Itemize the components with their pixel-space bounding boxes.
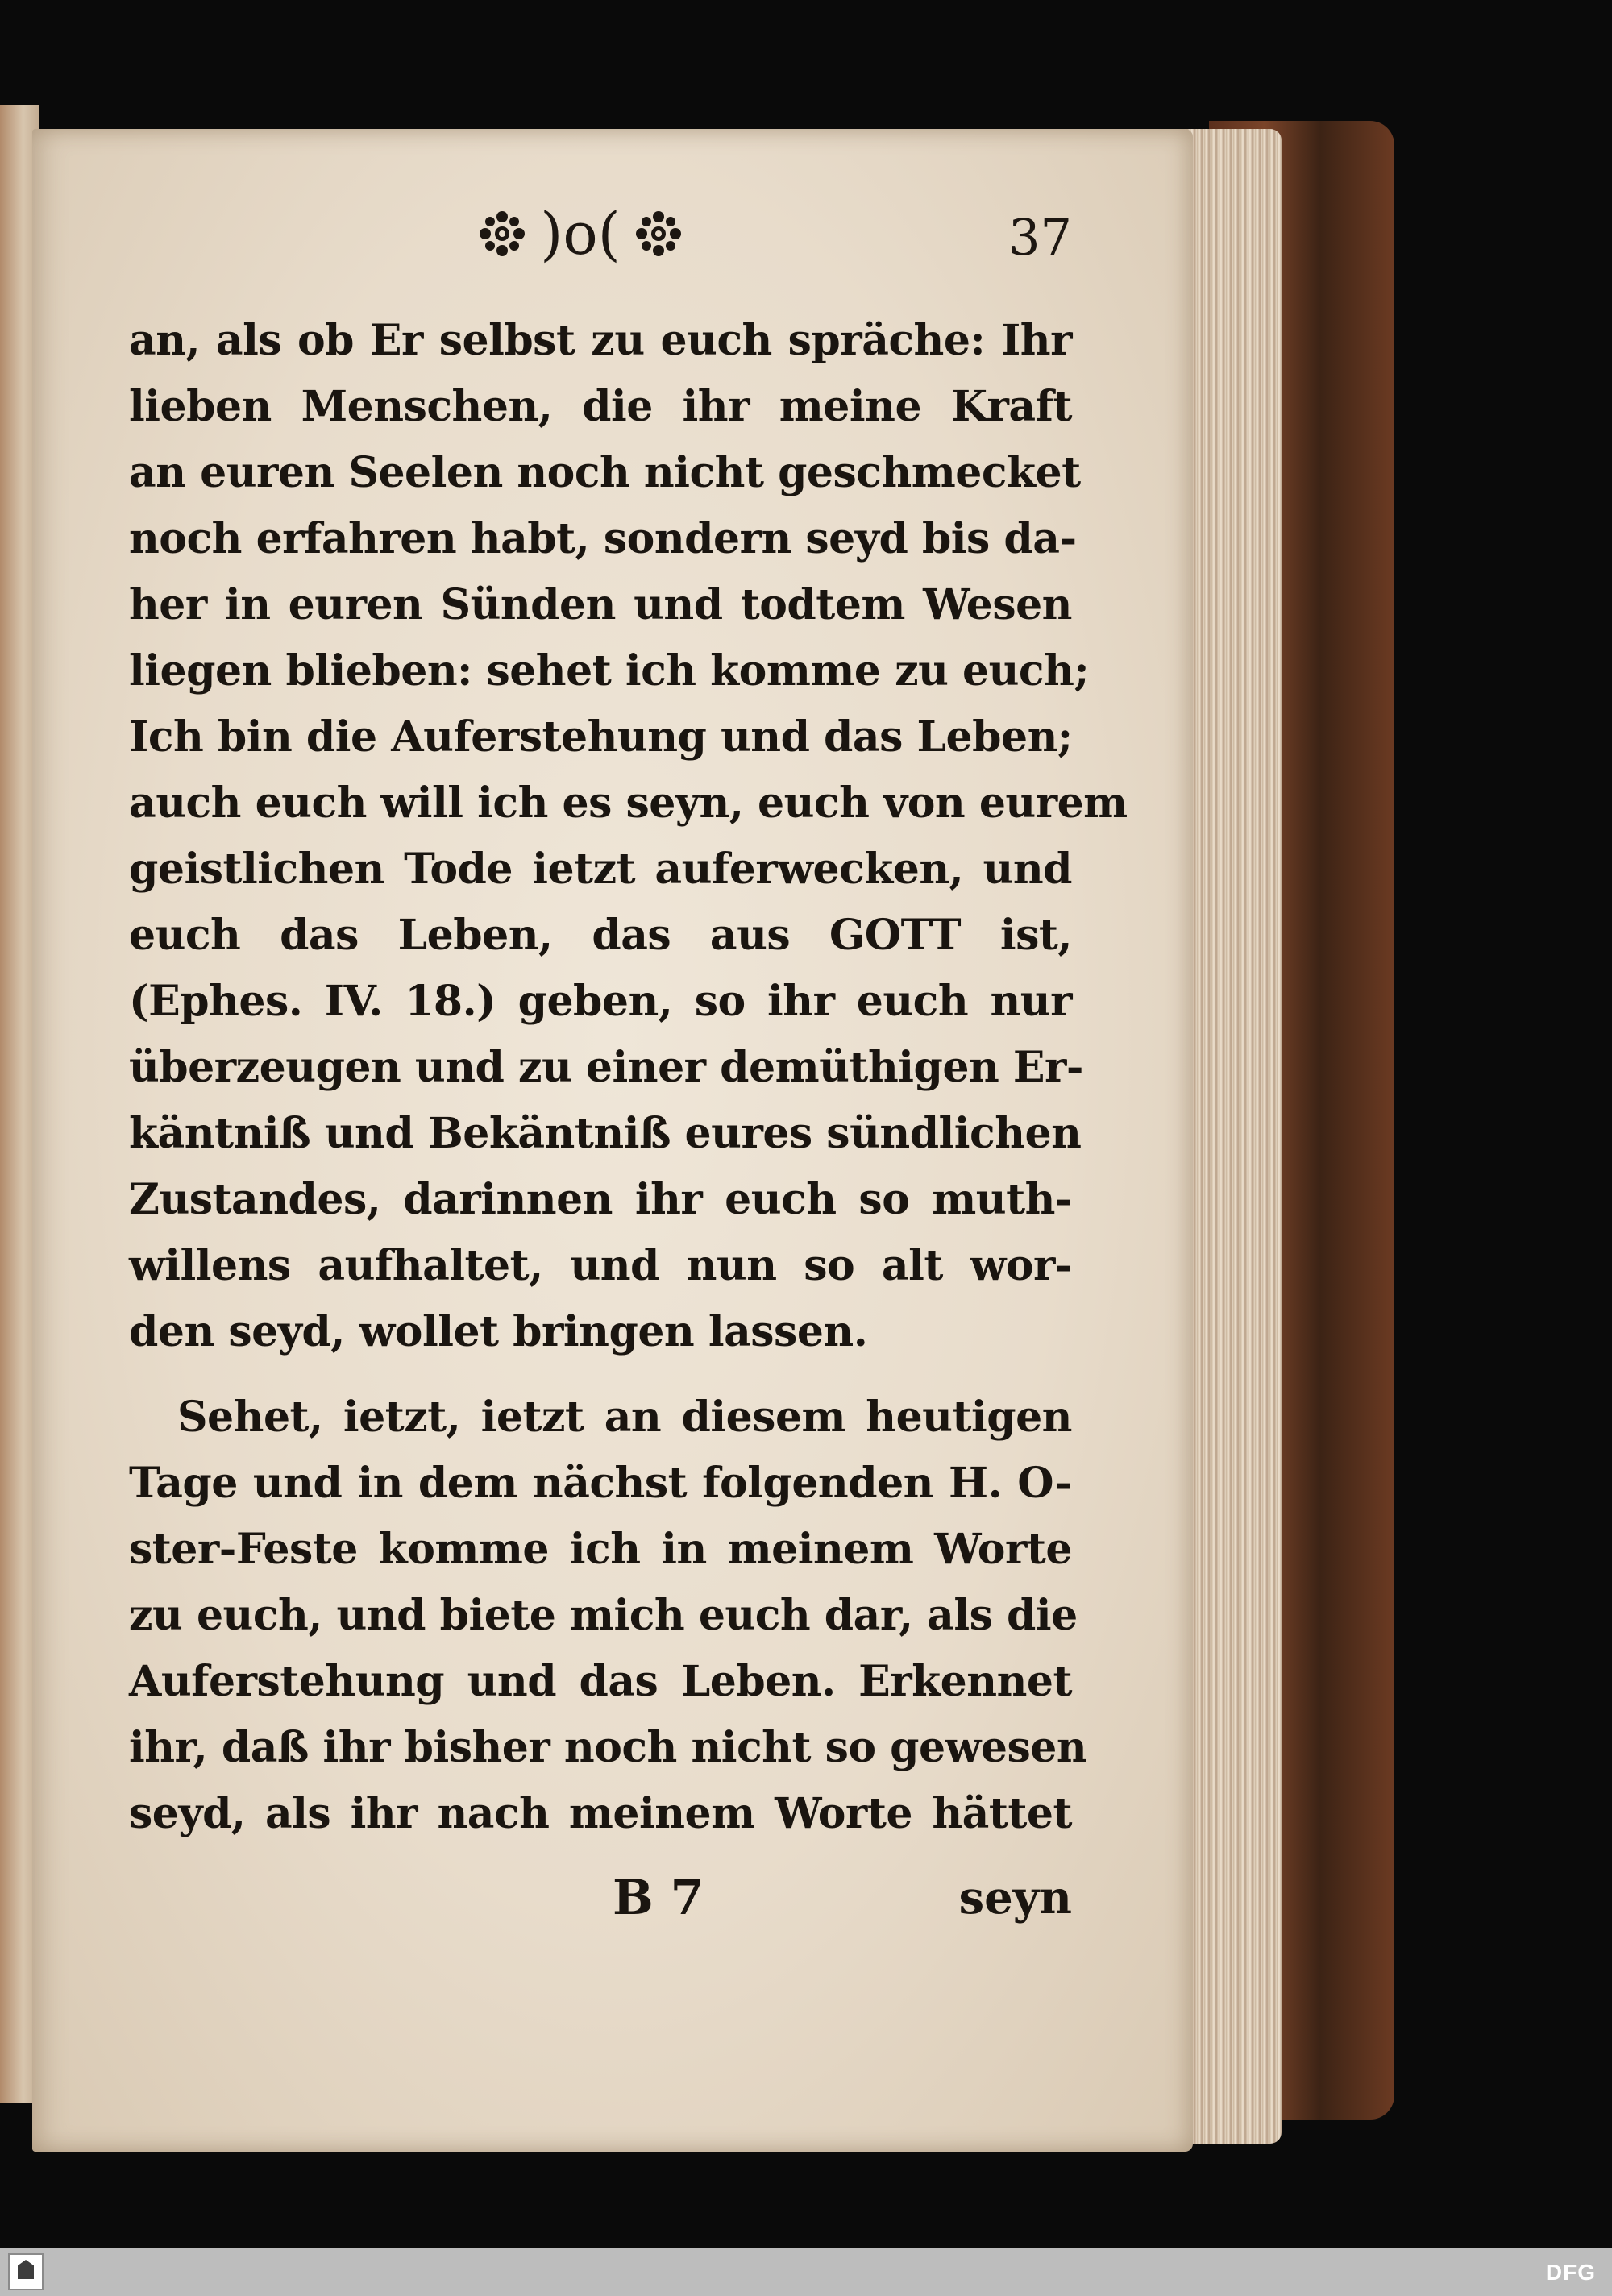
text-line: auch euch will ich es seyn, euch von eurem (129, 778, 1128, 828)
text-line: ster-Feste komme ich in meinem Worte (129, 1525, 1072, 1574)
text-line: an, als ob Er selbst zu euch spräche: Ihr (129, 316, 1072, 365)
page-number: 37 (1008, 208, 1072, 267)
text-line: ihr, daß ihr bisher noch nicht so gewesen (129, 1723, 1087, 1772)
header-ornament-text: )o( (540, 200, 621, 268)
page-header (451, 193, 709, 274)
text-line: lieben Menschen, die ihr meine Kraft (129, 382, 1072, 431)
text-line: Sehet, ietzt, ietzt an diesem heutigen (177, 1393, 1072, 1442)
catchword: seyn (958, 1871, 1072, 1924)
text-line: seyd, als ihr nach meinem Worte hättet (129, 1789, 1072, 1838)
text-line: noch erfahren habt, sondern seyd bis da- (129, 514, 1077, 563)
paragraph-2 (129, 1385, 1087, 1847)
dfg-logo-text: DFG (1545, 2260, 1596, 2285)
text-line: käntniß und Bekäntniß eures sündlichen (129, 1109, 1082, 1158)
signature-mark: B 7 (613, 1870, 704, 1926)
text-line: willens aufhaltet, und nun so alt wor- (129, 1241, 1072, 1290)
text-line: Auferstehung und das Leben. Erkennet (129, 1657, 1072, 1706)
paragraph-1 (129, 308, 1128, 1365)
rosette-ornament-icon (476, 207, 529, 260)
library-logo-icon (8, 2253, 44, 2290)
text-line: (Ephes. IV. 18.) geben, so ihr euch nur (129, 977, 1072, 1026)
text-line: an euren Seelen noch nicht geschmecket (129, 448, 1081, 497)
text-line: überzeugen und zu einer demüthigen Er- (129, 1043, 1083, 1092)
text-line: euch das Leben, das aus GOTT ist, (129, 911, 1072, 960)
text-line: liegen blieben: sehet ich komme zu euch; (129, 646, 1090, 695)
rosette-ornament-icon (632, 207, 685, 260)
text-line: geistlichen Tode ietzt auferwecken, und (129, 845, 1072, 894)
text-line: zu euch, und biete mich euch dar, als die (129, 1591, 1078, 1640)
text-line: den seyd, wollet bringen lassen. (129, 1307, 868, 1356)
text-line: Tage und in dem nächst folgenden H. O- (129, 1459, 1072, 1508)
viewer-bottom-bar (0, 2248, 1612, 2296)
text-line: Ich bin die Auferstehung und das Leben; (129, 712, 1073, 762)
text-line: her in euren Sünden und todtem Wesen (129, 580, 1072, 629)
text-line: Zustandes, darinnen ihr euch so muth- (129, 1175, 1072, 1224)
